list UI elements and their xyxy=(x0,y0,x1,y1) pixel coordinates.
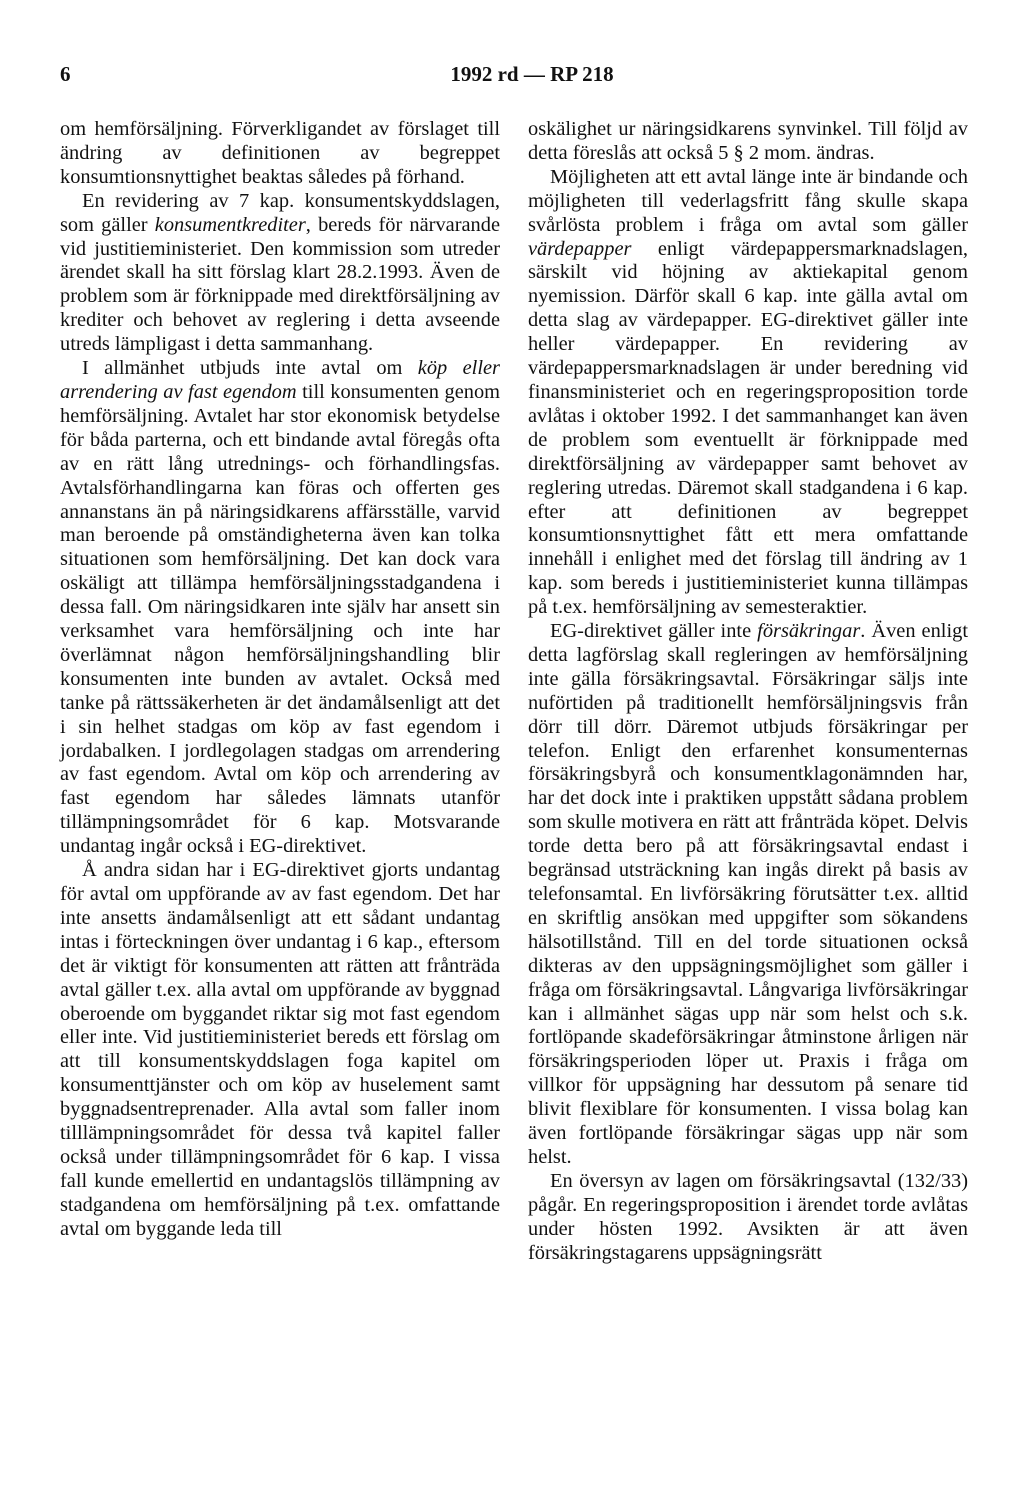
paragraph-text: Å andra sidan har i EG-direktivet gjorts undantag för avtal om uppförande av av fast egendom. Det har inte ansetts ändamålsenligt att ett sådant undantag intas i förteckningen över undantag i 6 kap., eftersom det är viktigt för konsumenten att rätten att frånträda avtal gäller t.ex. alla avtal om uppförande av byggnad oberoende om byggandet riktar sig mot fast egendom eller inte. Vid justitieministeriet bereds ett förslag om att till konsumentskyddslagen foga kapitel om konsumenttjänster och om köp av huselement samt byggnadsentreprenader. Alla avtal som faller inom tilllämpningsområdet för dessa två kapitel faller också under tillämpningsområdet för 6 kap. I vissa fall kunde emellertid en undantagslös tillämpning av stadgandena om hemförsäljning på t.ex. omfattande avtal om byggande leda till xyxy=(60,859,500,1240)
paragraph-text: om hemförsäljning. Förverkligandet av förslaget till ändring av definitionen av begreppet konsumtionsnyttighet beaktas således på förhand. xyxy=(60,118,500,188)
paragraph xyxy=(528,166,968,620)
paragraph xyxy=(60,190,500,357)
paragraph-text: enligt värdepappersmarknadslagen, särskilt vid höjning av aktiekapital genom nyemission. Därför skall 6 kap. inte gälla avtal om detta slag av värdepapper. EG-direktivet gäller inte heller värdepapper. En revidering av värdepappersmarknadslagen är under beredning vid finansministeriet och en regeringsproposition torde avlåtas i oktober 1992. I det sammanhanget kan även de problem som eventuellt är förknippade med direktförsäljning av värdepapper samt behovet av reglering utredas. Däremot skall stadgandena i 6 kap. efter att definitionen av begreppet konsumtionsnyttighet fått ett mera omfattande innehåll i enlighet med det förslag till ändring av 1 kap. som bereds i justitieministeriet kunna tillämpas på t.ex. hemförsäljning av semesteraktier. xyxy=(528,237,968,619)
italic-term: köp eller arrendering av fast egendom xyxy=(60,357,500,403)
paragraph xyxy=(60,118,500,190)
paragraph xyxy=(528,620,968,1170)
paragraph-text: Möjligheten att ett avtal länge inte är bindande och möjligheten till vederlagsfritt fång skulle skapa svårlösta problem i fråga om avtal som gäller xyxy=(528,165,968,236)
paragraph xyxy=(60,357,500,859)
italic-term: försäkringar xyxy=(757,620,861,643)
left-column xyxy=(60,118,500,1242)
paragraph-text: oskälighet ur näringsidkarens synvinkel. Till följd av detta föreslås att också 5 § 2 mom. ändras. xyxy=(528,118,968,164)
right-column xyxy=(528,118,968,1266)
paragraph-text: En revidering av 7 kap. konsumentskyddslagen, som gäller xyxy=(60,189,500,236)
paragraph-text: I allmänhet utbjuds inte avtal om xyxy=(82,357,418,380)
paragraph xyxy=(528,118,968,166)
paragraph xyxy=(60,859,500,1242)
paragraph-text: till konsumenten genom hemförsäljning. Avtalet har stor ekonomisk betydelse för båda parterna, och ett bindande avtal föregås ofta av en rätt lång utrednings- och förhandlingsfas. Avtalsförhandlingarna kan föras och offerten ges annanstans än på näringsidkarens affärsställe, varvid man beroende på omständigheterna även kan tolka situationen som hemförsäljning. Det kan dock vara oskäligt att tillämpa hemförsäljningsstadgandena i dessa fall. Om näringsidkaren inte själv har ansett sin verksamhet vara hemförsäljning och inte har överlämnat någon hemförsäljningshandling blir konsumenten inte bunden av avtalet. Också med tanke på rättssäkerheten är det ändamålsenligt att det i sin helhet stadgas om köp av fast egendom i jordabalken. I jordlegolagen stadgas om arrendering av fast egendom. Avtal om köp och arrendering av fast egendom har således lämnats utanför tillämpningsområdet för 6 kap. Motsvarande undantag ingår också i EG-direktivet. xyxy=(60,380,500,858)
paragraph-text: EG-direktivet gäller inte xyxy=(550,620,758,643)
paragraph-text: En översyn av lagen om försäkringsavtal (132/33) pågår. En regeringsproposition i ärendet torde avlåtas under hösten 1992. Avsikten är att även försäkringstagarens uppsägningsrätt xyxy=(528,1169,968,1264)
page-number: 6 xyxy=(60,62,71,86)
paragraph-text: , bereds för närvarande vid justitieministeriet. Den kommission som utreder ärendet skall ha sitt förslag klart 28.2.1993. Även de problem som är förknippade med direktförsäljning av krediter och behovet av reglering i detta avseende utreds lämpligast i detta sammanhang. xyxy=(60,213,500,356)
italic-term: konsumentkrediter xyxy=(154,213,306,236)
running-title: 1992 rd — RP 218 xyxy=(450,62,614,86)
paragraph xyxy=(528,1170,968,1266)
page-header xyxy=(60,62,970,92)
paragraph-text: . Även enligt detta lagförslag skall regleringen av hemförsäljning inte gälla försäkringsavtal. Försäkringar säljs inte nuförtiden på traditionellt hemförsäljningsvis från dörr till dörr. Däremot utbjuds försäkringar per telefon. Enligt den erfarenhet konsumenternas försäkringsbyrå och konsumentklagonämnden har, har det dock inte i praktiken uppstått sådana problem som skulle motivera en rätt att frånträda köpet. Delvis torde detta bero på att försäkringsavtal endast i begränsad utsträckning kan ingås direkt på basis av telefonsamtal. En livförsäkring förutsätter t.ex. alltid en skriftlig ansökan med uppgifter som sökandens hälsotillstånd. Till en del torde situationen också dikteras av den uppsägningsmöjlighet som gäller i fråga om försäkringsavtal. Långvariga livförsäkringar kan i allmänhet sägas upp när som helst och s.k. fortlöpande skadeförsäkringar åtminstone årligen när försäkringsperioden löper ut. Praxis i fråga om villkor för uppsägning har dessutom på senare tid blivit flexiblare för konsumenten. I vissa bolag kan även fortlöpande försäkringar sägas upp när som helst. xyxy=(528,620,968,1168)
italic-term: värdepapper xyxy=(528,237,632,260)
